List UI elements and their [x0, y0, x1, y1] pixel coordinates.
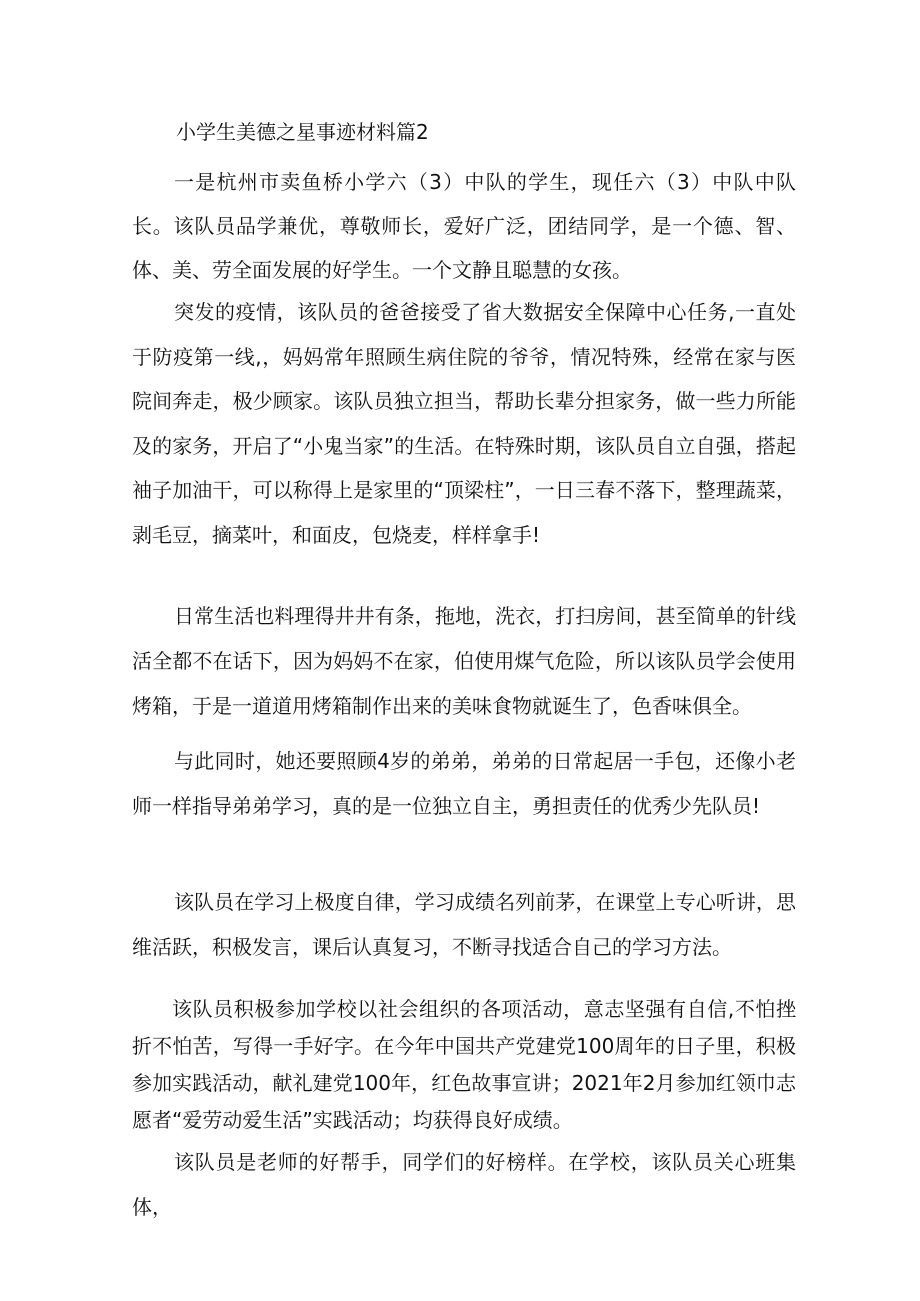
paragraph-study: 该队员在学习上极度自律，学习成绩名列前茅，在课堂上专心听讲，思维活跃，积极发言，课后认真复习，不断寻找适合自己的学习方法。 — [132, 890, 796, 959]
paragraph-helper: 该队员是老师的好帮手，同学们的好榜样。在学校，该队员关心班集体， — [132, 1150, 796, 1219]
paragraph-activities: 该队员积极参加学校以社会组织的各项活动，意志坚强有自信,不怕挫折不怕苦，写得一手好字。在今年中国共产党建党100周年的日子里，积极参加实践活动，献礼建党100年，红色故事宣讲；2021年2月参加红领巾志愿者“爱劳动爱生活”实践活动；均获得良好成绩。 — [132, 997, 796, 1132]
paragraph-daily-life: 日常生活也料理得井井有条，拖地，洗衣，打扫房间，甚至简单的针线活全都不在话下，因为妈妈不在家，伯使用煤气危险，所以该队员学会使用烤箱，于是一道道用烤箱制作出来的美味食物就诞生了，色香味俱全。 — [132, 604, 796, 718]
paragraph-brother: 与此同时，她还要照顾4岁的弟弟，弟弟的日常起居一手包，还像小老师一样指导弟弟学习，真的是一位独立自主，勇担责任的优秀少先队员! — [132, 749, 796, 818]
paragraph-intro: 一是杭州市卖鱼桥小学六（3）中队的学生，现任六（3）中队中队长。该队员品学兼优，尊敬师长，爱好广泛，团结同学，是一个德、智、体、美、劳全面发展的好学生。一个文静且聪慧的女孩。 — [132, 170, 796, 282]
paragraph-epidemic: 突发的疫情，该队员的爸爸接受了省大数据安全保障中心任务,一直处于防疫第一线,，妈妈常年照顾生病住院的爷爷，情况特殊，经常在家与医院间奔走，极少顾家。该队员独立担当，帮助长辈分担家务，做一些力所能及的家务，开启了“小鬼当家”的生活。在特殊时期，该队员自立自强，搭起袖子加油干，可以称得上是家里的“顶梁柱”，一日三春不落下，整理蔬菜，剥毛豆，摘菜叶，和面皮，包烧麦，样样拿手! — [132, 300, 796, 547]
document-title: 小学生美德之星事迹材料篇2 — [176, 120, 429, 144]
